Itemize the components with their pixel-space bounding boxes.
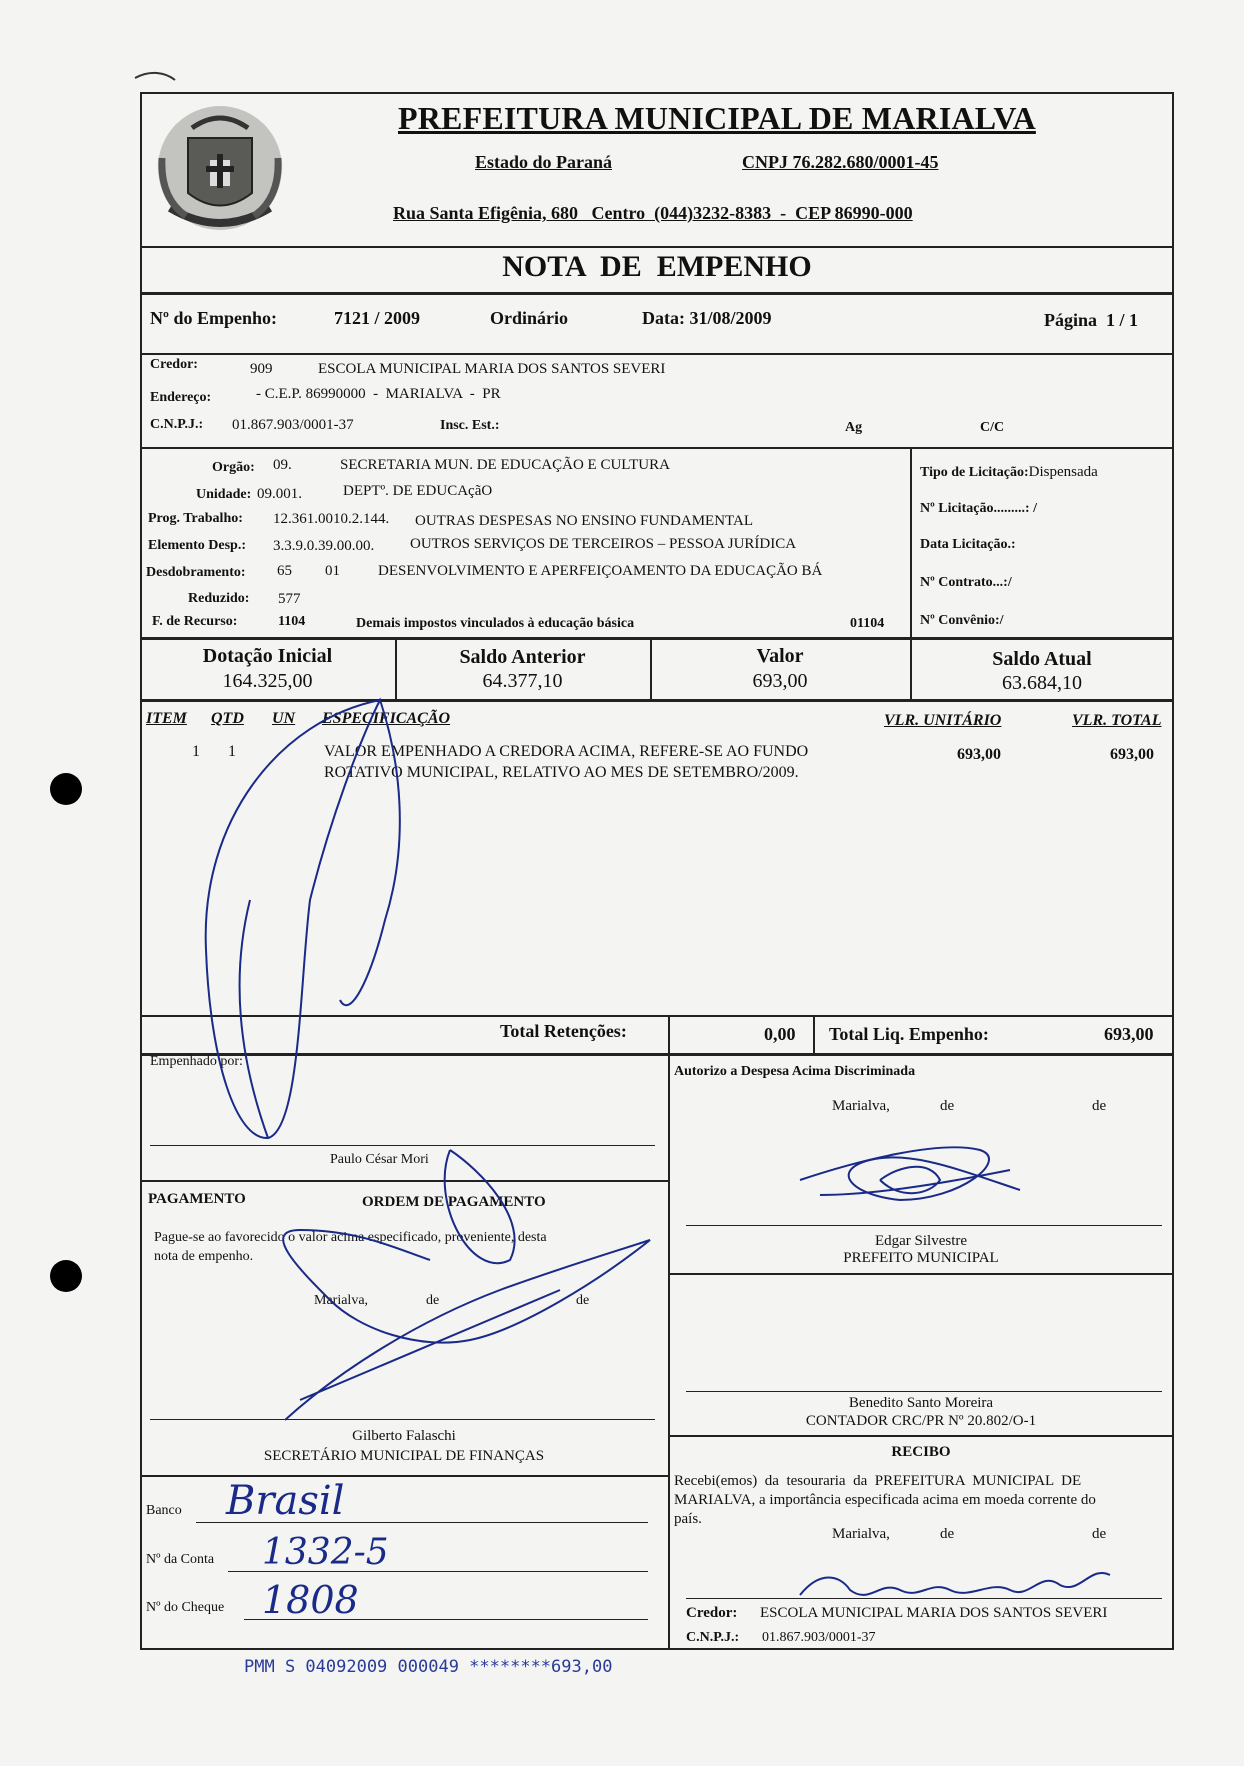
- banco-label: Banco: [146, 1503, 182, 1518]
- col-qtd: QTD: [211, 710, 244, 727]
- secretario-name: Gilberto Falaschi: [352, 1428, 456, 1444]
- empenho-label: Nº do Empenho:: [150, 308, 277, 328]
- reduzido-value: 577: [278, 591, 301, 607]
- footer-stamp: PMM S 04092009 000049 ********693,00: [244, 1657, 613, 1677]
- ordem-pagamento-label: ORDEM DE PAGAMENTO: [362, 1194, 546, 1210]
- cheque-value: 1808: [262, 1578, 359, 1622]
- pagamento-text2: nota de empenho.: [154, 1249, 254, 1264]
- col-vlr-unitario: VLR. UNITÁRIO: [884, 712, 1002, 729]
- orgao-label: Orgão:: [212, 460, 255, 475]
- coat-of-arms-icon: [150, 98, 290, 243]
- header-cnpj: CNPJ 76.282.680/0001-45: [742, 152, 939, 172]
- cheque-label: Nº do Cheque: [146, 1600, 225, 1615]
- item-total-value: 693,00: [1110, 746, 1154, 763]
- col-item: ITEM: [146, 710, 187, 727]
- tipo-licitacao-label-text: Tipo de Licitação:: [920, 465, 1029, 480]
- secretario-role: SECRETÁRIO MUNICIPAL DE FINANÇAS: [263, 1448, 545, 1464]
- numero-licitacao: Nº Licitação.........: /: [920, 501, 1037, 516]
- contador-name: Benedito Santo Moreira: [848, 1395, 994, 1411]
- pagamento-de2: de: [576, 1293, 590, 1308]
- desdobramento-code1: 65: [277, 563, 292, 579]
- cc-label: C/C: [980, 420, 1005, 435]
- recibo-credor: ESCOLA MUNICIPAL MARIA DOS SANTOS SEVERI: [760, 1605, 1108, 1621]
- empenho-number: 7121 / 2009: [334, 308, 421, 328]
- page-number: Página 1 / 1: [1044, 310, 1139, 330]
- col-un: UN: [272, 710, 296, 727]
- autorizo-place: Marialva,: [832, 1098, 890, 1114]
- contador-role: CONTADOR CRC/PR Nº 20.802/O-1: [805, 1413, 1037, 1429]
- ag-label: Ag: [845, 420, 863, 435]
- unidade-desc: DEPTº. DE EDUCAçãO: [343, 483, 493, 499]
- recibo-text3: país.: [674, 1511, 702, 1527]
- col-especificacao: ESPECIFICAÇÃO: [322, 710, 451, 727]
- pagamento-label: PAGAMENTO: [148, 1191, 246, 1207]
- reduzido-label: Reduzido:: [188, 591, 250, 606]
- dotacao-inicial-label: Dotação Inicial: [202, 645, 333, 667]
- recibo-place: Marialva,: [832, 1526, 890, 1542]
- total-retencoes-label: Total Retenções:: [500, 1021, 627, 1041]
- recibo-title: RECIBO: [891, 1444, 951, 1460]
- item-desc-line2: ROTATIVO MUNICIPAL, RELATIVO AO MES DE SETEMBRO/2009.: [324, 764, 799, 781]
- page-title: PREFEITURA MUNICIPAL DE MARIALVA: [398, 100, 1036, 136]
- pagamento-de1: de: [426, 1293, 440, 1308]
- autorizo-label: Autorizo a Despesa Acima Discriminada: [674, 1064, 916, 1079]
- desdobramento-code2: 01: [325, 563, 340, 579]
- total-retencoes-value: 0,00: [764, 1024, 796, 1044]
- empenhado-label: Empenhado por:: [150, 1054, 243, 1069]
- prog-label: Prog. Trabalho:: [148, 511, 243, 526]
- conta-value: 1332-5: [262, 1532, 389, 1573]
- item-desc-line1: VALOR EMPENHADO A CREDORA ACIMA, REFERE-SE AO FUNDO: [324, 743, 809, 760]
- unidade-label: Unidade:: [196, 487, 252, 502]
- total-liq-value: 693,00: [1104, 1024, 1154, 1044]
- recibo-text2: MARIALVA, a importância especificada acima em moeda corrente do: [674, 1492, 1096, 1508]
- col-vlr-total: VLR. TOTAL: [1072, 712, 1162, 729]
- dotacao-inicial-value: 164.325,00: [222, 670, 313, 692]
- prefeito-role: PREFEITO MUNICIPAL: [843, 1250, 999, 1266]
- punch-hole-top: [50, 773, 82, 805]
- autorizo-de2: de: [1092, 1098, 1107, 1114]
- punch-hole-bottom: [50, 1260, 82, 1292]
- saldo-anterior-value: 64.377,10: [482, 670, 563, 692]
- recurso-desc: Demais impostos vinculados à educação básica: [356, 616, 635, 631]
- credor-name: ESCOLA MUNICIPAL MARIA DOS SANTOS SEVERI: [318, 361, 666, 377]
- recurso-code: 1104: [278, 614, 306, 629]
- insc-est-label: Insc. Est.:: [440, 418, 500, 433]
- orgao-code: 09.: [273, 457, 292, 473]
- recibo-de1: de: [940, 1526, 955, 1542]
- credor-label: Credor:: [150, 357, 198, 372]
- valor-label: Valor: [756, 645, 804, 667]
- item-number: 1: [192, 743, 200, 760]
- elemento-code: 3.3.9.0.39.00.00.: [273, 538, 375, 554]
- estado: Estado do Paraná: [475, 152, 613, 172]
- item-qtd: 1: [228, 743, 236, 760]
- pagamento-place: Marialva,: [314, 1293, 369, 1308]
- elemento-desc: OUTROS SERVIÇOS DE TERCEIROS – PESSOA JURÍDICA: [410, 536, 797, 552]
- conta-label: Nº da Conta: [146, 1552, 215, 1567]
- recibo-text1: Recebi(emos) da tesouraria da PREFEITURA MUNICIPAL DE: [674, 1473, 1082, 1489]
- empenhado-name: Paulo César Mori: [330, 1152, 429, 1167]
- elemento-label: Elemento Desp.:: [148, 538, 246, 553]
- credor-cnpj-label: C.N.P.J.:: [150, 417, 204, 432]
- prog-code: 12.361.0010.2.144.: [273, 511, 390, 527]
- unidade-code: 09.001.: [257, 486, 302, 502]
- recibo-cnpj-label: C.N.P.J.:: [686, 1630, 740, 1645]
- header-address: Rua Santa Efigênia, 680 Centro (044)3232-8383 - CEP 86990-000: [393, 203, 913, 223]
- document-title: NOTA DE EMPENHO: [502, 250, 812, 283]
- endereco: - C.E.P. 86990000 - MARIALVA - PR: [256, 386, 501, 402]
- empenho-date: Data: 31/08/2009: [642, 308, 772, 328]
- saldo-atual-label: Saldo Atual: [992, 648, 1092, 670]
- banco-value: Brasil: [226, 1478, 345, 1524]
- credor-cnpj: 01.867.903/0001-37: [232, 417, 354, 433]
- total-liq-label: Total Liq. Empenho:: [829, 1024, 989, 1044]
- saldo-atual-value: 63.684,10: [1002, 672, 1082, 694]
- recibo-cnpj: 01.867.903/0001-37: [762, 1630, 876, 1645]
- credor-code: 909: [250, 361, 273, 377]
- tipo-licitacao-label: [920, 464, 1098, 481]
- endereco-label: Endereço:: [150, 390, 212, 405]
- desdobramento-label: Desdobramento:: [146, 565, 246, 580]
- recibo-de2: de: [1092, 1526, 1107, 1542]
- pagamento-text1: Pague-se ao favorecido o valor acima especificado, proveniente, desta: [154, 1230, 547, 1245]
- prog-desc: OUTRAS DESPESAS NO ENSINO FUNDAMENTAL: [415, 513, 753, 529]
- recurso-code2: 01104: [850, 616, 885, 631]
- tipo-licitacao-value: Dispensada: [1028, 464, 1098, 480]
- data-licitacao: Data Licitação.:: [920, 537, 1016, 552]
- desdobramento-desc: DESENVOLVIMENTO E APERFEIÇOAMENTO DA EDUCAÇÃO BÁ: [378, 563, 823, 579]
- item-unit-value: 693,00: [957, 746, 1001, 763]
- prefeito-name: Edgar Silvestre: [874, 1233, 968, 1249]
- top-mark: [135, 73, 175, 80]
- empenho-tipo: Ordinário: [490, 308, 569, 328]
- valor-value: 693,00: [752, 670, 808, 692]
- numero-contrato: Nº Contrato...:/: [920, 575, 1012, 590]
- autorizo-de1: de: [940, 1098, 955, 1114]
- orgao-desc: SECRETARIA MUN. DE EDUCAÇÃO E CULTURA: [340, 457, 670, 473]
- saldo-anterior-label: Saldo Anterior: [459, 646, 586, 668]
- recurso-label: F. de Recurso:: [152, 614, 238, 629]
- recibo-credor-label: Credor:: [686, 1605, 738, 1621]
- numero-convenio: Nº Convênio:/: [920, 613, 1004, 628]
